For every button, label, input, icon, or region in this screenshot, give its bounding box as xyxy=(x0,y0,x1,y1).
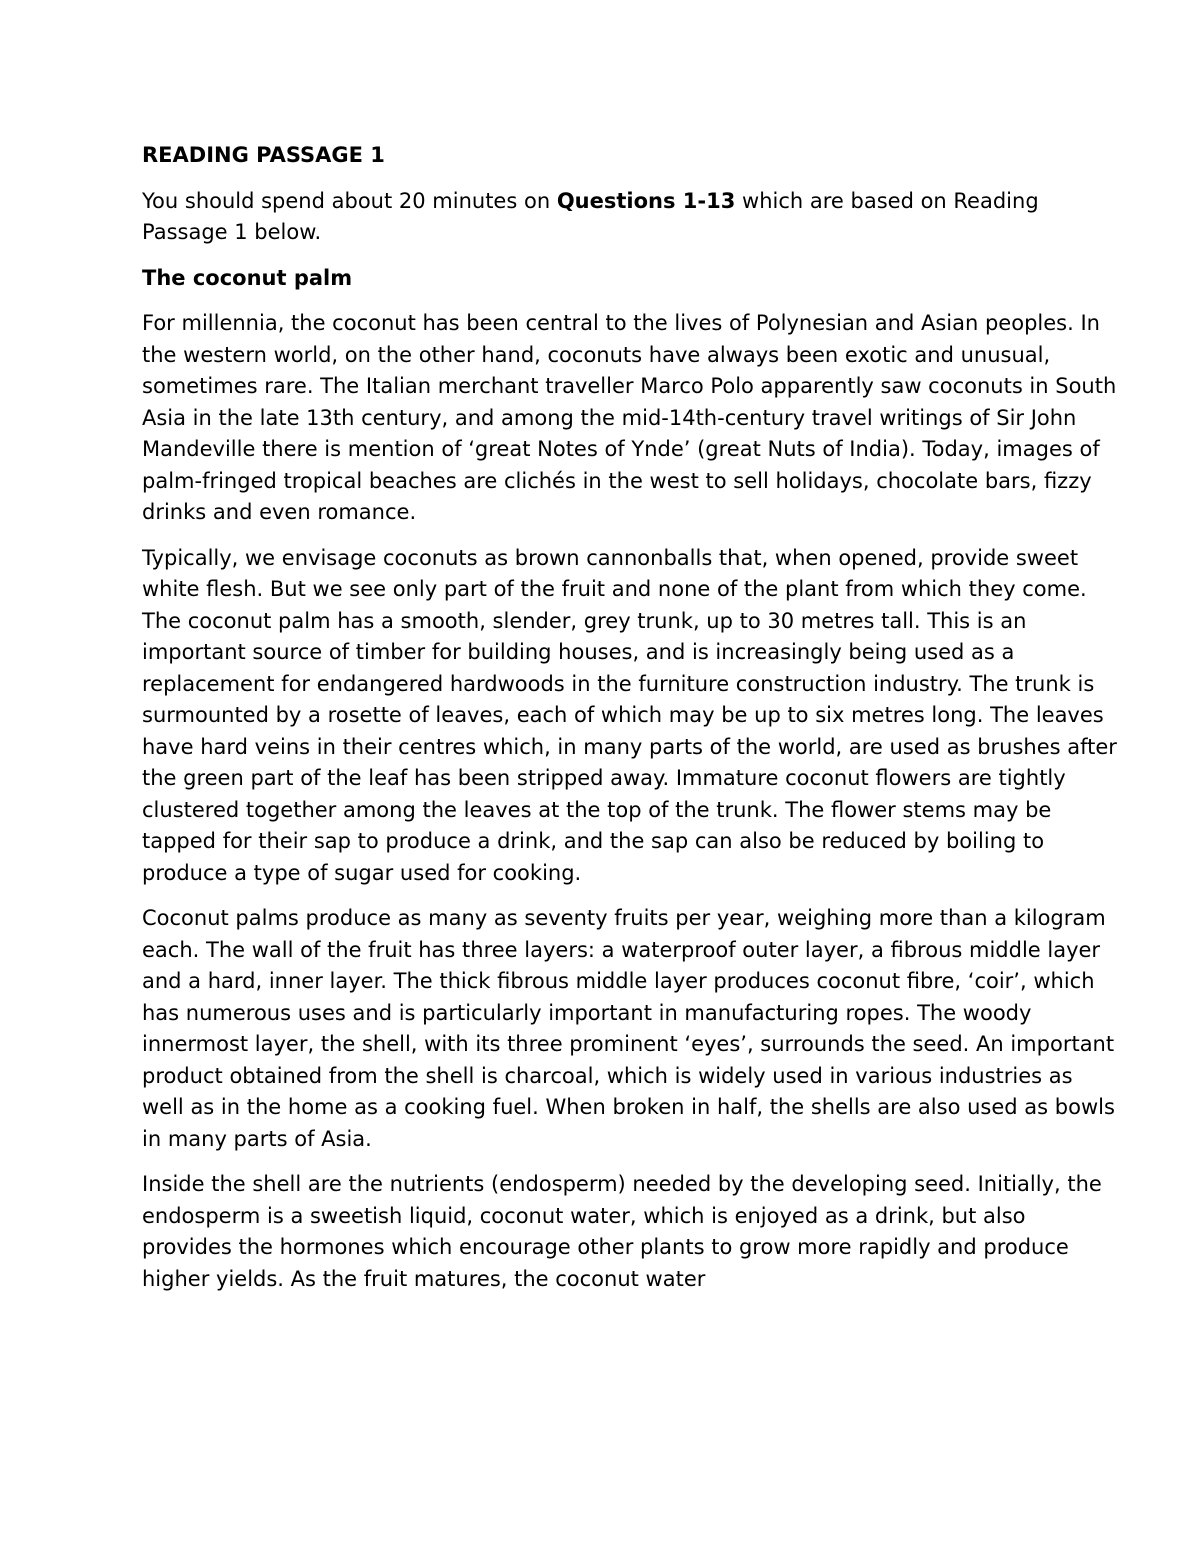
document-page xyxy=(142,140,1117,1309)
passage-heading: READING PASSAGE 1 xyxy=(142,143,385,167)
passage-title: The coconut palm xyxy=(142,265,353,290)
paragraph-1: For millennia, the coconut has been central to the lives of Polynesian and Asian peoples. In the western world, on the other hand, coconuts have always been exotic and unusual, sometimes rare. The Italian merchant traveller Marco Polo apparently saw coconuts in South Asia in the late 13th century, and among the mid-14th-century travel writings of Sir John Mandeville there is mention of ‘great Notes of Ynde’ (great Nuts of India). Today, images of palm-fringed tropical beaches are clichés in the west to sell holidays, chocolate bars, fizzy drinks and even romance. xyxy=(142,311,1117,524)
paragraph-4: Inside the shell are the nutrients (endosperm) needed by the developing seed. Initially, the endosperm is a sweetish liquid, coconut water, which is enjoyed as a drink, but also provides the hormones which encourage other plants to grow more rapidly and produce higher yields. As the fruit matures, the coconut water xyxy=(142,1172,1102,1291)
instructions-text-before: You should spend about 20 minutes on xyxy=(142,188,557,213)
instructions-questions-range: Questions 1-13 xyxy=(556,188,736,213)
paragraph-2: Typically, we envisage coconuts as brown cannonballs that, when opened, provide sweet white flesh. But we see only part of the fruit and none of the plant from which they come. The coconut palm has a smooth, slender, grey trunk, up to 30 metres tall. This is an important source of timber for building houses, and is increasingly being used as a replacement for endangered hardwoods in the furniture construction industry. The trunk is surmounted by a rosette of leaves, each of which may be up to six metres long. The leaves have hard veins in their centres which, in many parts of the world, are used as brushes after the green part of the leaf has been stripped away. Immature coconut flowers are tightly clustered together among the leaves at the top of the trunk. The flower stems may be tapped for their sap to produce a drink, and the sap can also be reduced by boiling to produce a type of sugar used for cooking. xyxy=(142,545,1117,885)
instructions xyxy=(142,186,1117,249)
paragraph-3: Coconut palms produce as many as seventy fruits per year, weighing more than a kilogram each. The wall of the fruit has three layers: a waterproof outer layer, a fibrous middle layer and a hard, inner layer. The thick fibrous middle layer produces coconut fibre, ‘coir’, which has numerous uses and is particularly important in manufacturing ropes. The woody innermost layer, the shell, with its three prominent ‘eyes’, surrounds the seed. An important product obtained from the shell is charcoal, which is widely used in various industries as well as in the home as a cooking fuel. When broken in half, the shells are also used as bowls in many parts of Asia. xyxy=(142,906,1115,1151)
instructions-text-after: which are based on Reading Passage 1 below. xyxy=(142,188,1039,244)
